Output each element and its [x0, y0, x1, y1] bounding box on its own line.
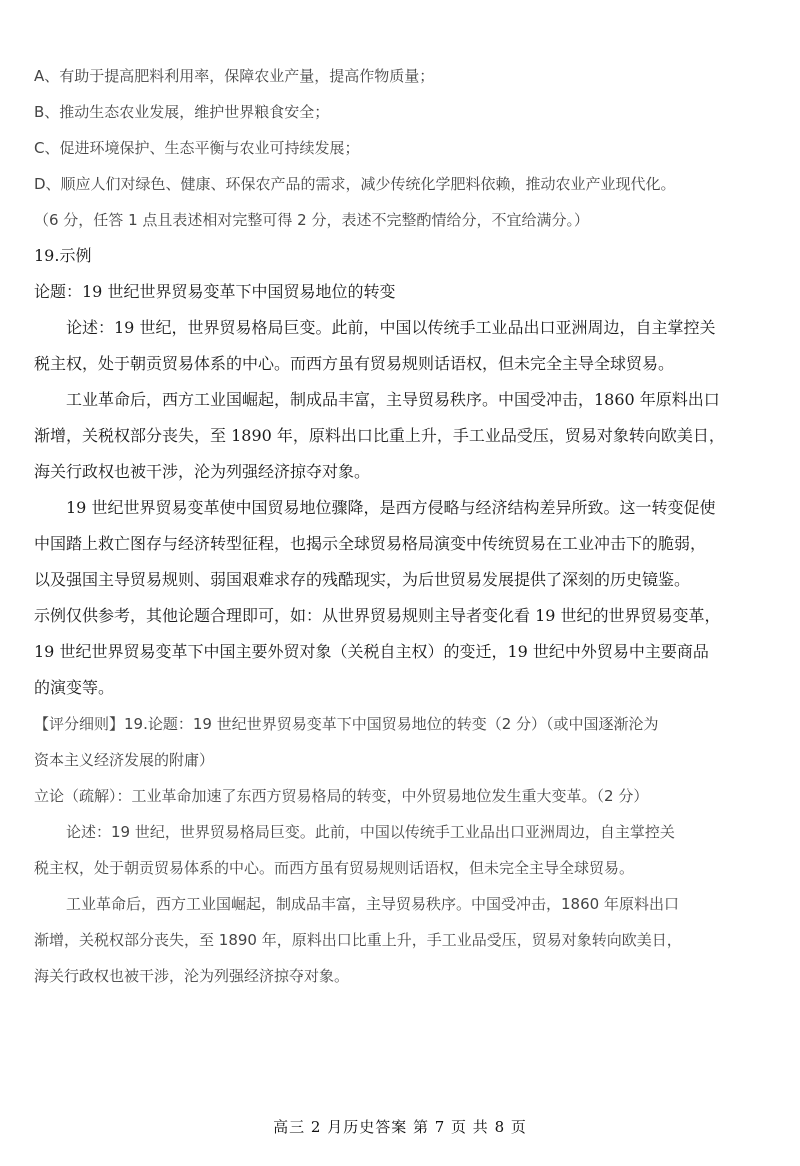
rubric-title-line: 资本主义经济发展的附庸） [34, 751, 215, 769]
q19-note-line: 的演变等。 [34, 678, 115, 697]
q19-p1-line: 税主权，处于朝贡贸易体系的中心。而西方虽有贸易规则话语权，但未完全主导全球贸易。 [34, 354, 675, 373]
option-c: C、促进环境保护、生态平衡与农业可持续发展； [34, 139, 360, 157]
q19-p2-line: 工业革命后，西方工业国崛起，制成品丰富，主导贸易秩序。中国受冲击，1860 年原料出口 [66, 390, 720, 409]
rubric-p1-line: 税主权，处于朝贡贸易体系的中心。而西方虽有贸易规则话语权，但未完全主导全球贸易。 [34, 859, 635, 877]
q19-topic: 论题：19 世纪世界贸易变革下中国贸易地位的转变 [34, 282, 396, 301]
rubric-p2-line: 海关行政权也被干涉，沦为列强经济掠夺对象。 [34, 967, 350, 985]
rubric-p1-line: 论述：19 世纪，世界贸易格局巨变。此前，中国以传统手工业品出口亚洲周边，自主掌控关 [66, 823, 675, 841]
answer-page [34, 58, 774, 994]
option-d: D、顺应人们对绿色、健康、环保农产品的需求，减少传统化学肥料依赖，推动农业产业现代化。 [34, 175, 676, 193]
q19-p1-line: 论述：19 世纪，世界贸易格局巨变。此前，中国以传统手工业品出口亚洲周边，自主掌控关 [66, 318, 716, 337]
q19-p3-line: 19 世纪世界贸易变革使中国贸易地位骤降，是西方侵略与经济结构差异所致。这一转变促使 [66, 498, 716, 517]
q19-note-line: 示例仅供参考，其他论题合理即可，如：从世界贸易规则主导者变化看 19 世纪的世界贸易变革， [34, 606, 721, 625]
q19-p3-line: 以及强国主导贸易规则、弱国艰难求存的残酷现实，为后世贸易发展提供了深刻的历史镜鉴。 [34, 570, 691, 589]
scoring-note: （6 分，任答 1 点且表述相对完整可得 2 分，表述不完整酌情给分，不宜给满分。） [34, 211, 589, 229]
q19-p2-line: 渐增，关税权部分丧失，至 1890 年，原料出口比重上升，手工业品受压，贸易对象转向欧美日， [34, 426, 725, 445]
q19-p2-line: 海关行政权也被干涉，沦为列强经济掠夺对象。 [34, 462, 371, 481]
rubric-p2-line: 渐增，关税权部分丧失，至 1890 年，原料出口比重上升，手工业品受压，贸易对象转向欧美日， [34, 931, 682, 949]
option-a: A、有助于提高肥料利用率，保障农业产量，提高作物质量； [34, 67, 435, 85]
rubric-p2-line: 工业革命后，西方工业国崛起，制成品丰富，主导贸易秩序。中国受冲击，1860 年原料出口 [66, 895, 679, 913]
q19-heading: 19.示例 [34, 246, 92, 265]
q19-p3-line: 中国踏上救亡图存与经济转型征程，也揭示全球贸易格局演变中传统贸易在工业冲击下的脆弱， [34, 534, 707, 553]
rubric-title-line: 【评分细则】19.论题：19 世纪世界贸易变革下中国贸易地位的转变（2 分）（或中国逐渐沦为 [34, 715, 659, 733]
option-b: B、推动生态农业发展，维护世界粮食安全； [34, 103, 330, 121]
q19-note-line: 19 世纪世界贸易变革下中国主要外贸对象（关税自主权）的变迁，19 世纪中外贸易中主要商品 [34, 642, 709, 661]
rubric-thesis: 立论（疏解）：工业革命加速了东西方贸易格局的转变，中外贸易地位发生重大变革。（2 分） [34, 787, 649, 805]
page-footer: 高三 2 月历史答案 第 7 页 共 8 页 [273, 1118, 527, 1136]
